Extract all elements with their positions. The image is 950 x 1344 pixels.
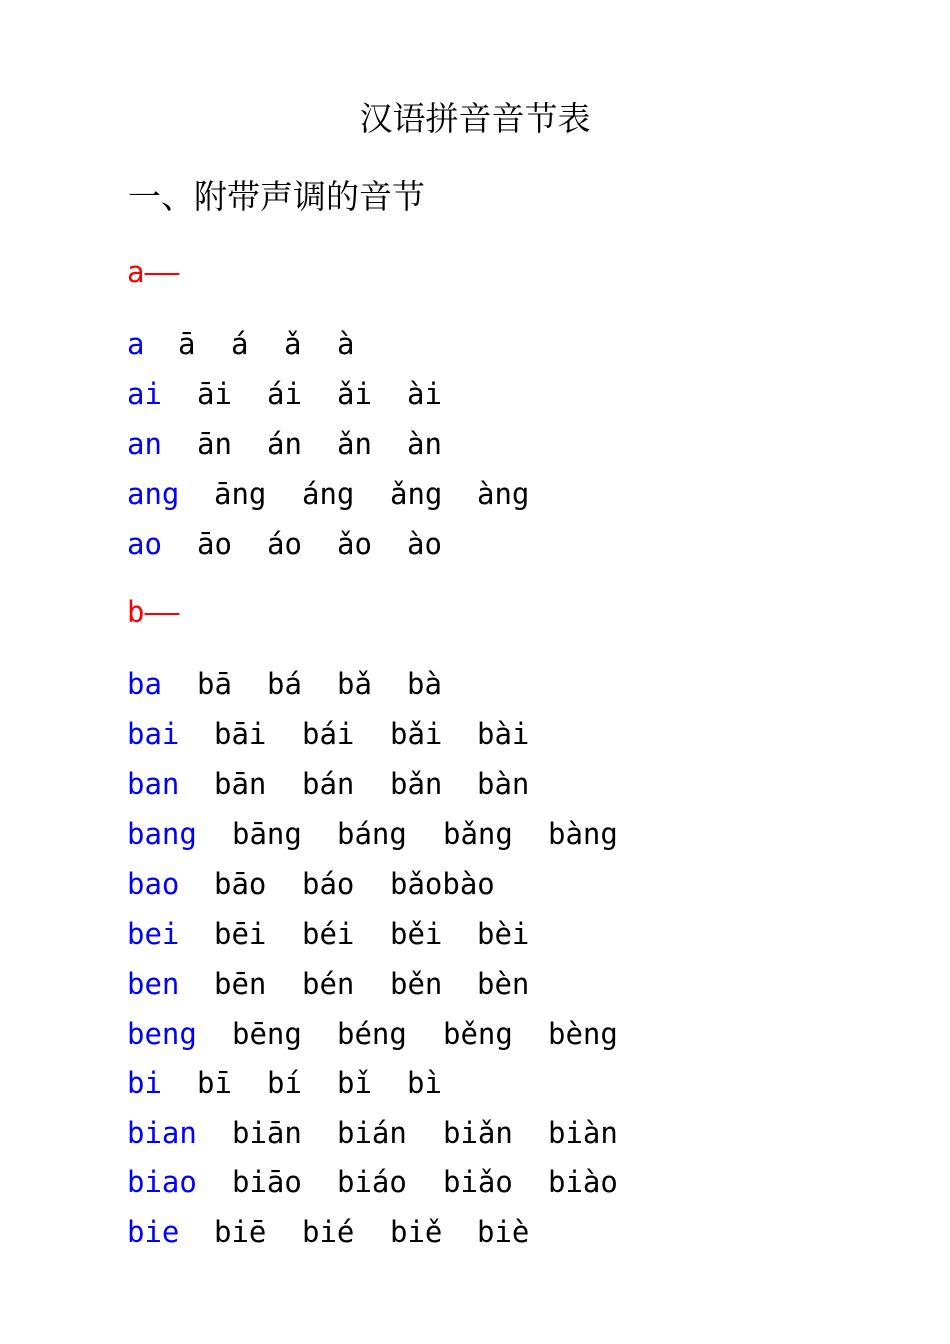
tone-third: ǎ: [284, 327, 302, 361]
syllable-base: beng: [127, 1017, 197, 1051]
letter-heading-b: b——: [127, 595, 180, 629]
syllable-base: ang: [127, 477, 180, 511]
syllable-base: bai: [127, 717, 180, 751]
tone-fourth: ài: [407, 377, 442, 411]
tone-second: án: [267, 427, 302, 461]
tone-first: biē: [214, 1215, 267, 1249]
tone-third: biǎn: [443, 1116, 513, 1150]
tone-third: biě: [390, 1215, 443, 1249]
page-title: 汉语拼音音节表: [359, 99, 591, 138]
letter-heading-a: a——: [127, 255, 180, 289]
tone-fourth: bàng: [548, 817, 618, 851]
tone-third: běi: [390, 917, 443, 951]
tone-fourth: biào: [548, 1165, 618, 1199]
tone-second: bá: [267, 667, 302, 701]
section-heading: 一、附带声调的音节: [128, 177, 425, 216]
tone-second: áo: [267, 527, 302, 561]
tone-first: bī: [197, 1066, 232, 1100]
tone-first: biān: [232, 1116, 302, 1150]
tone-fourth: àn: [407, 427, 442, 461]
tone-fourth: bàn: [477, 767, 530, 801]
syllable-base: bang: [127, 817, 197, 851]
tone-first: ā: [178, 327, 196, 361]
tone-fourth: bèn: [477, 967, 530, 1001]
tone-fourth: bà: [407, 667, 442, 701]
tone-third: biǎo: [443, 1165, 513, 1199]
tone-fourth: biè: [477, 1215, 530, 1249]
tone-second: bán: [302, 767, 355, 801]
tone-first: bāng: [232, 817, 302, 851]
tone-third: ǎo: [337, 527, 372, 561]
tone-third-fourth: bǎobào: [390, 867, 495, 901]
tone-third: běn: [390, 967, 443, 1001]
syllable-base: ban: [127, 767, 180, 801]
tone-second: bén: [302, 967, 355, 1001]
tone-first: āng: [214, 477, 267, 511]
tone-third: běng: [443, 1017, 513, 1051]
tone-second: bái: [302, 717, 355, 751]
tone-fourth: biàn: [548, 1116, 618, 1150]
tone-first: bēn: [214, 967, 267, 1001]
tone-fourth: bèi: [477, 917, 530, 951]
tone-fourth: bài: [477, 717, 530, 751]
tone-third: bǐ: [337, 1066, 372, 1100]
tone-third: bǎ: [337, 667, 372, 701]
tone-fourth: bèng: [548, 1017, 618, 1051]
syllable-base: biao: [127, 1165, 197, 1199]
tone-first: ān: [197, 427, 232, 461]
syllable-base: an: [127, 427, 162, 461]
tone-third: bǎn: [390, 767, 443, 801]
tone-first: bāo: [214, 867, 267, 901]
syllable-base: ba: [127, 667, 162, 701]
tone-first: biāo: [232, 1165, 302, 1199]
tone-first: bēi: [214, 917, 267, 951]
tone-fourth: bì: [407, 1066, 442, 1100]
syllable-base: bian: [127, 1116, 197, 1150]
tone-second: biáo: [337, 1165, 407, 1199]
tone-third: bǎi: [390, 717, 443, 751]
tone-first: āo: [197, 527, 232, 561]
syllable-base: ben: [127, 967, 180, 1001]
tone-second: ái: [267, 377, 302, 411]
syllable-base: ai: [127, 377, 162, 411]
tone-first: bā: [197, 667, 232, 701]
tone-second: báng: [337, 817, 407, 851]
syllable-base: bao: [127, 867, 180, 901]
tone-second: áng: [302, 477, 355, 511]
tone-second: béng: [337, 1017, 407, 1051]
tone-second: báo: [302, 867, 355, 901]
tone-fourth: àng: [477, 477, 530, 511]
tone-fourth: ào: [407, 527, 442, 561]
syllable-base: bi: [127, 1066, 162, 1100]
tone-third: ǎn: [337, 427, 372, 461]
syllable-base: a: [127, 327, 145, 361]
tone-second: béi: [302, 917, 355, 951]
tone-fourth: à: [337, 327, 355, 361]
tone-second: bí: [267, 1066, 302, 1100]
syllable-base: ao: [127, 527, 162, 561]
syllable-base: bei: [127, 917, 180, 951]
tone-second: bié: [302, 1215, 355, 1249]
tone-first: bēng: [232, 1017, 302, 1051]
tone-second: á: [231, 327, 249, 361]
tone-third: bǎng: [443, 817, 513, 851]
tone-first: bāi: [214, 717, 267, 751]
tone-first: bān: [214, 767, 267, 801]
tone-second: bián: [337, 1116, 407, 1150]
tone-first: āi: [197, 377, 232, 411]
tone-third: ǎng: [390, 477, 443, 511]
syllable-base: bie: [127, 1215, 180, 1249]
tone-third: ǎi: [337, 377, 372, 411]
